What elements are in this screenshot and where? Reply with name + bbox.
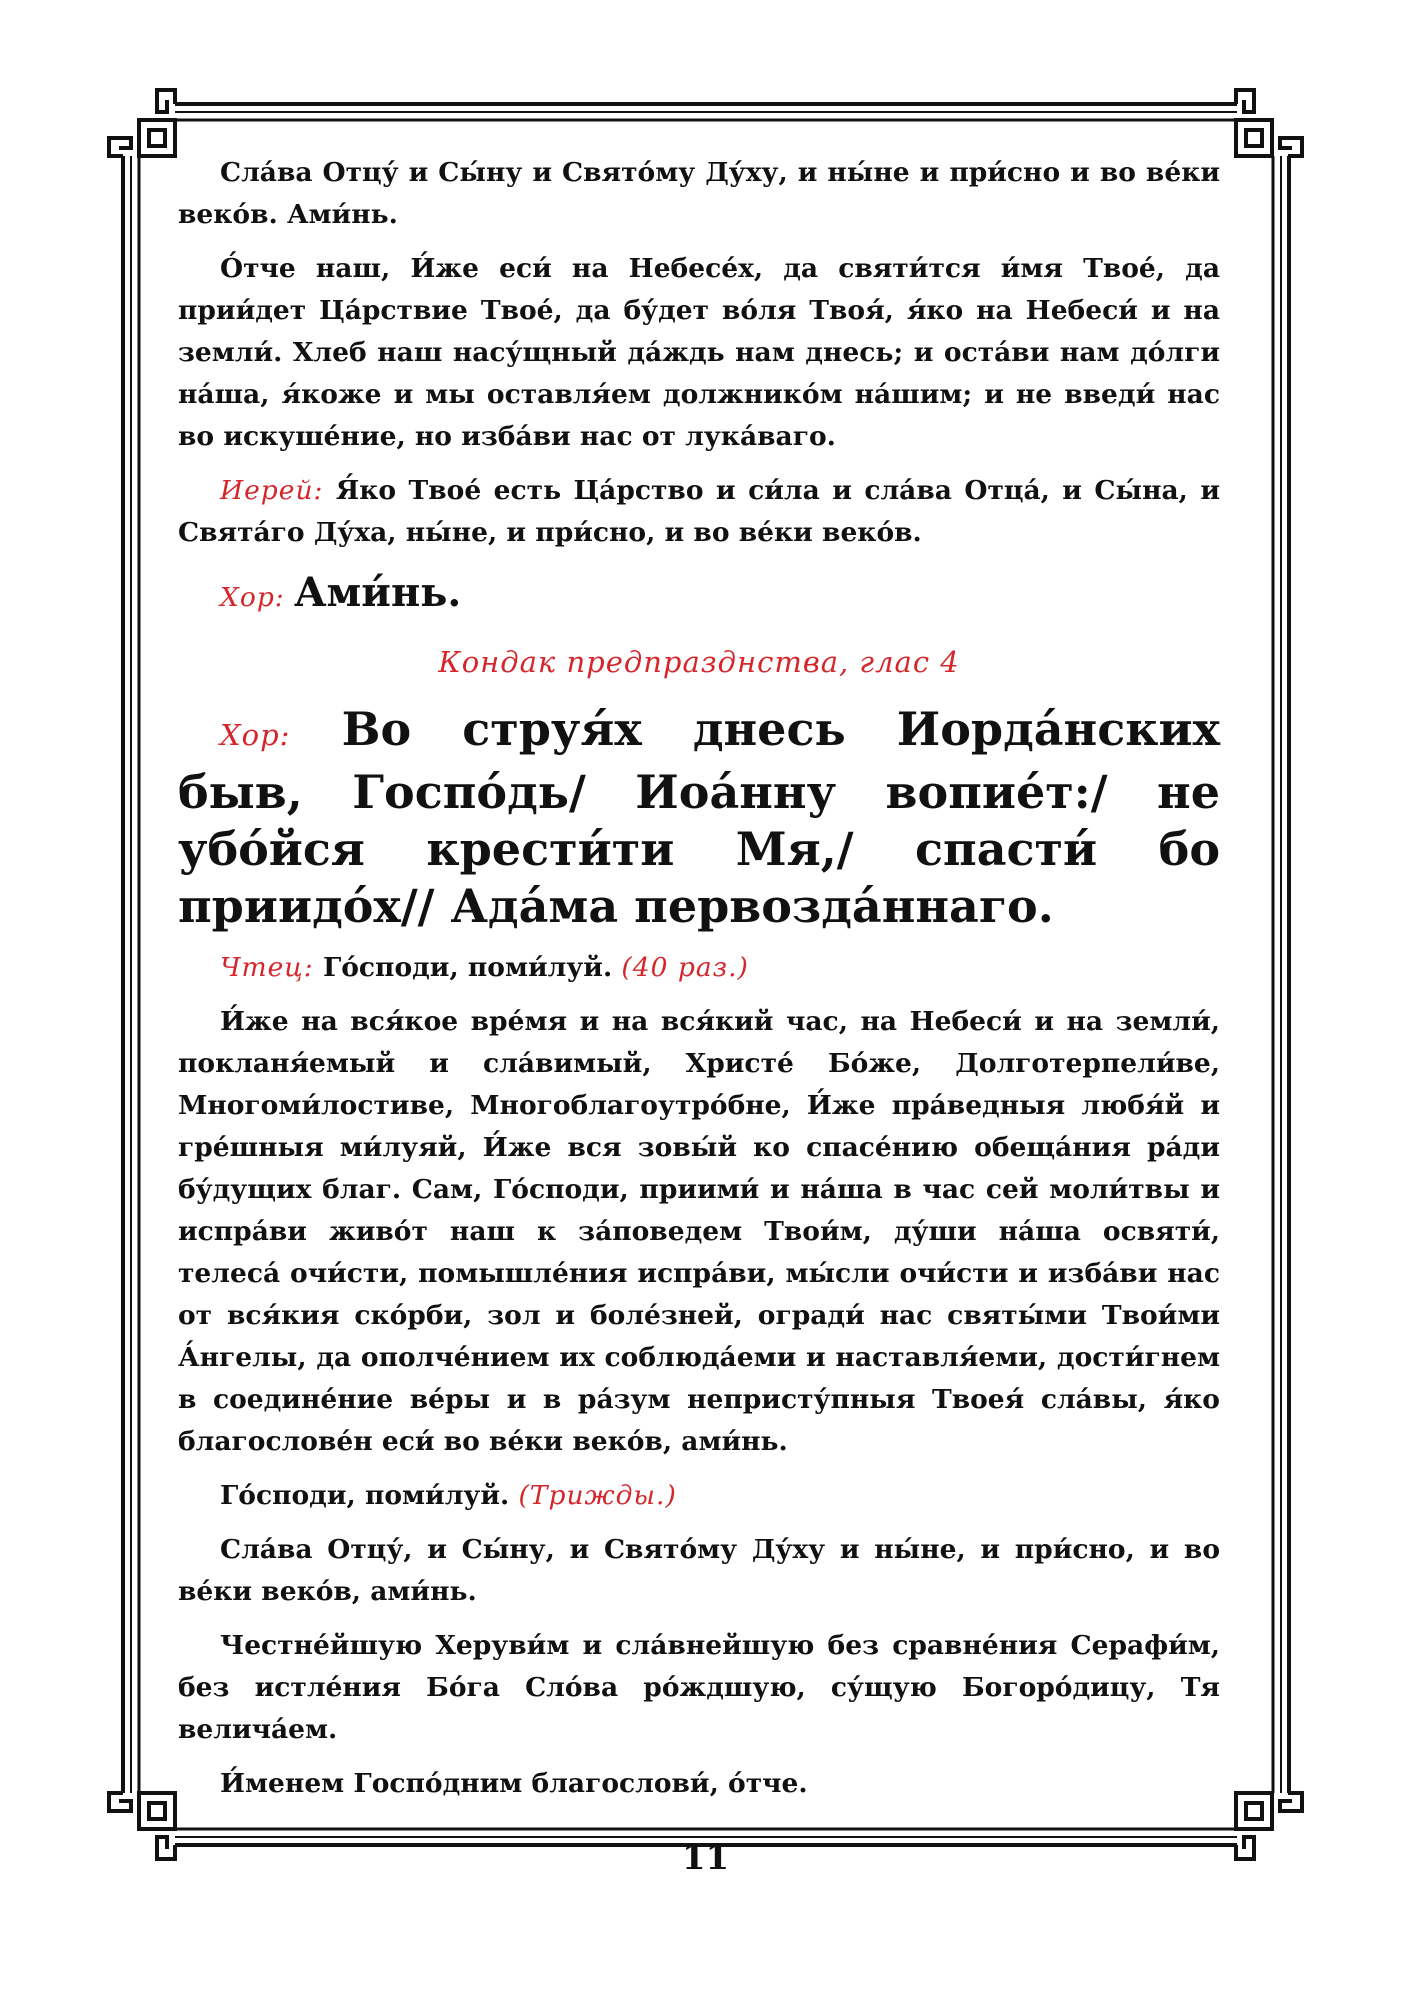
speaker-choir-kondak: Хор:: [220, 718, 291, 752]
paragraph-more-honorable: Честне́йшую Херуви́м и сла́внейшую без сравне́ния Серафи́м, без истле́ния Бо́га Сло́ва ро́ждшую, су́щую Богоро́дицу, Тя велича́ем.: [178, 1630, 1220, 1745]
priest-text: Я́ко Твое́ есть Ца́рство и си́ла и сла́ва Отца́, и Сы́на, и Свята́го Ду́ха, ны́не, и при́сно, и во ве́ки веко́в.: [178, 475, 1220, 548]
mercy-note: (Трижды.): [518, 1480, 677, 1511]
choir-amen: Ами́нь.: [293, 569, 462, 616]
paragraph-glory: Сла́ва Отцу́ и Сы́ну и Свято́му Ду́ху, и ны́не и при́сно и во ве́ки веко́в. Ами́нь.: [178, 157, 1220, 230]
paragraph-choir-amen: [178, 569, 1220, 619]
paragraph-lord-have-mercy: [178, 1475, 1220, 1517]
paragraph-priest: [178, 470, 1220, 554]
kondak-text: Во струя́х днесь Иорда́нских быв, Госпо́дь/ Иоа́нну вопие́т:/ не убо́йся крести́ти Мя,/ спасти́ бо приидо́х// Ада́ма первозда́ннаго.: [178, 702, 1220, 933]
reader-text: Го́споди, поми́луй.: [322, 952, 613, 983]
speaker-reader: Чтец:: [220, 952, 314, 983]
paragraph-our-father: О́тче наш, И́же еси́ на Небесе́х, да святи́тся и́мя Твое́, да прии́дет Ца́рствие Твое́, да бу́дет во́ля Твоя́, я́ко на Небеси́ и на земли́. Хлеб наш насу́щный да́ждь нам днесь; и оста́ви нам до́лги на́ша, я́коже и мы оставля́ем должнико́м на́шим; и не введи́ нас во искуше́ние, но изба́ви нас от лука́ваго.: [178, 253, 1220, 452]
corner-ornament-top-right: [1236, 90, 1302, 156]
kondak-title: [178, 641, 1220, 683]
kondak-title-text: Кондак предпразднства, глас 4: [438, 645, 960, 679]
speaker-choir: Хор:: [220, 582, 285, 613]
reader-note: (40 раз.): [621, 952, 749, 983]
speaker-priest: Иерей:: [220, 475, 324, 506]
page-text: [178, 152, 1220, 1817]
paragraph-bless: И́менем Госпо́дним благослови́, о́тче.: [220, 1768, 808, 1799]
page-number: 11: [681, 1838, 730, 1878]
paragraph-kondak: [178, 701, 1220, 935]
paragraph-glory-2: Сла́ва Отцу́, и Сы́ну, и Свято́му Ду́ху и ны́не, и при́сно, и во ве́ки веко́в, ами́нь.: [178, 1534, 1220, 1607]
paragraph-reader: [178, 947, 1220, 989]
paragraph-prayer-of-hours: И́же на вся́кое вре́мя и на вся́кий час, на Небеси́ и на земли́, покланя́емый и сла́вимый, Христе́ Бо́же, Долготерпели́ве, Многоми́лостиве, Многоблагоутро́бне, И́же пра́ведныя любя́й и гре́шныя ми́луяй, И́же вся зовы́й ко спасе́нию обеща́ния ра́ди бу́дущих благ. Сам, Го́споди, приими́ и на́ша в час сей моли́твы и испра́ви живо́т наш к за́поведем Твои́м, ду́ши на́ша освяти́, телеса́ очи́сти, помышле́ния испра́ви, мы́сли очи́сти и изба́ви нас от вся́кия ско́рби, зол и боле́зней, огради́ нас святы́ми Твои́ми А́нгелы, да ополче́нием их соблюда́еми и наставля́еми, дости́гнем в соедине́ние ве́ры и в ра́зум непристу́пныя Твоея́ сла́вы, я́ко благослове́н еси́ во ве́ки веко́в, ами́нь.: [178, 1006, 1220, 1457]
corner-ornament-top-left: [109, 90, 175, 156]
mercy-text: Го́споди, поми́луй.: [220, 1480, 510, 1511]
